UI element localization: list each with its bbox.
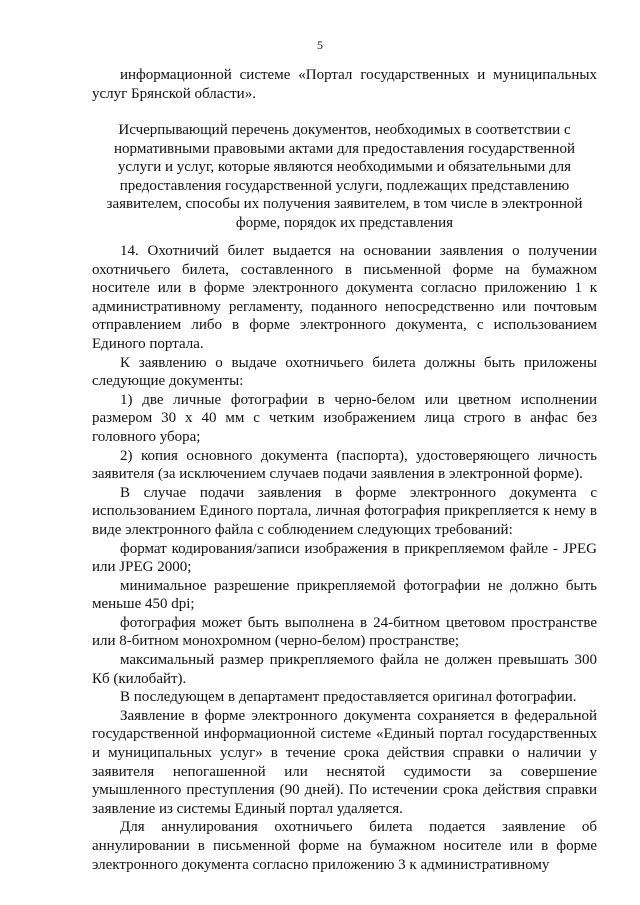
intro-paragraph: [92, 66, 597, 103]
intro-text: информационной системе «Портал государственных и муниципальных услуг Брянской области».: [92, 67, 597, 102]
paragraph: минимальное разрешение прикрепляемой фотографии не должно быть меньше 450 dpi;: [92, 577, 597, 613]
paragraph: К заявлению о выдаче охотничьего билета должны быть приложены следующие документы:: [92, 354, 597, 390]
paragraph: 2) копия основного документа (паспорта), удостоверяющего личность заявителя (за исключением случаев подачи заявления в электронной форме).: [92, 447, 597, 483]
paragraph: формат кодирования/записи изображения в прикрепляемом файле - JPEG или JPEG 2000;: [92, 540, 597, 576]
paragraph: максимальный размер прикрепляемого файла не должен превышать 300 Кб (килобайт).: [92, 652, 597, 687]
section-heading-text: Исчерпывающий перечень документов, необходимых в соответствии с нормативными правовыми актами для предоставления государственной услуги и услуг, которые являются необходимыми и обязательными для предоставления государственной услуги, подлежащих представлению заявителем, способы их получения заявителем, в том числе в электронной форме, порядок их представления: [106, 122, 583, 231]
paragraph: фотография может быть выполнена в 24-битном цветовом пространстве или 8-битном монохромном (черно-белом) пространстве;: [92, 614, 597, 650]
paragraph: 14. Охотничий билет выдается на основании заявления о получении охотничьего билета, составленного в письменной форме на бумажном носителе или в форме электронного документа согласно приложению 1 к административному регламенту, поданного непосредственно или почтовым отправлением либо в форме электронного документа, с использованием Единого портала.: [92, 243, 597, 352]
paragraph: Заявление в форме электронного документа сохраняется в федеральной государственной информационной системе «Единый портал государственных и муниципальных услуг» в течение срока действия справки о наличии у заявителя непогашенной или неснятой судимости за совершение умышленного преступления (90 дней). По истечении срока действия справки заявление из системы Единый портал удаляется.: [92, 707, 597, 817]
paragraph: В последующем в департамент предоставляется оригинал фотографии.: [120, 689, 577, 706]
page-number: 5: [317, 38, 323, 52]
paragraph: Для аннулирования охотничьего билета подается заявление об аннулировании в письменной форме на бумажном носителе или в форме электронного документа согласно приложению 3 к административному: [92, 819, 597, 873]
paragraph: В случае подачи заявления в форме электронного документа с использованием Единого портала, личная фотография прикрепляется к нему в виде электронного файла с соблюдением следующих требований:: [92, 484, 597, 538]
paragraph: 1) две личные фотографии в черно-белом или цветном исполнении размером 30 х 40 мм с четким изображением лица строго в анфас без головного убора;: [92, 391, 597, 445]
body-text: [92, 242, 597, 874]
section-heading: [92, 121, 597, 233]
